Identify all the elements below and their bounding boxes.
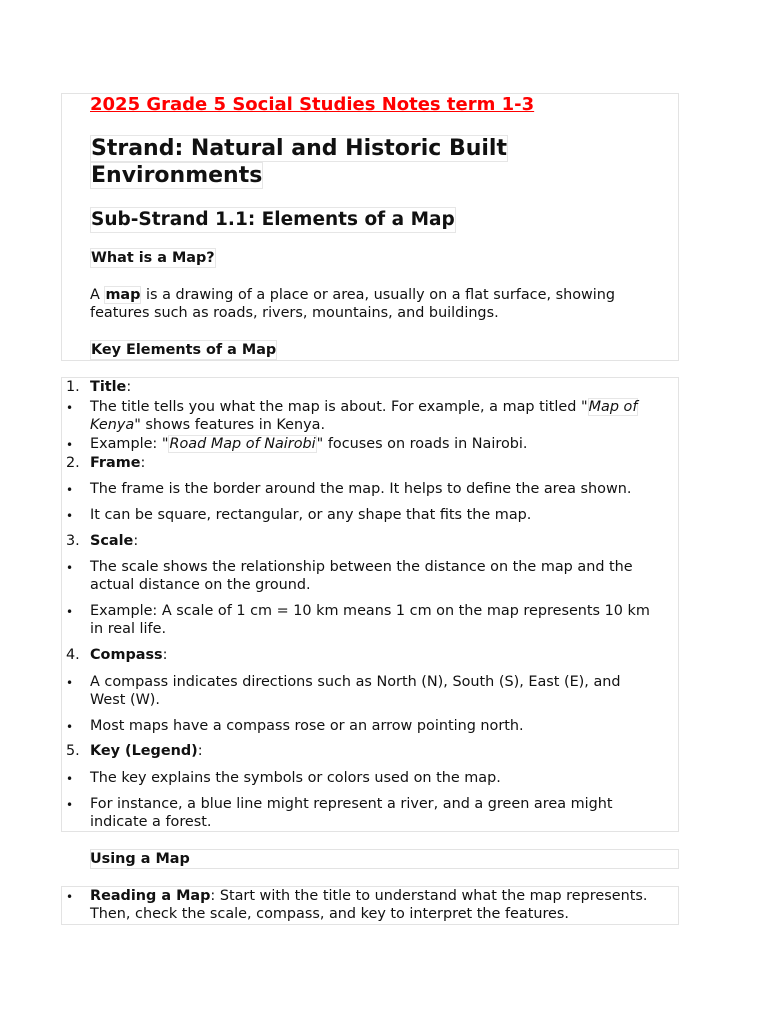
bullet-icon: •	[66, 890, 74, 904]
bullet-icon: •	[66, 676, 74, 690]
item-number: 2.	[66, 455, 80, 471]
item-number: 1.	[66, 379, 80, 395]
element-scale-heading: Scale:	[90, 533, 139, 549]
element-title-heading: Title:	[90, 379, 132, 395]
bullet-icon: •	[66, 772, 74, 786]
bullet-icon: •	[66, 798, 74, 812]
item-number: 4.	[66, 647, 80, 663]
item-number: 5.	[66, 743, 80, 759]
key-bullet-1: The key explains the symbols or colors used on the map.	[90, 770, 501, 786]
scale-bullet-1-line-2: actual distance on the ground.	[90, 577, 311, 593]
reading-map-line-2: Then, check the scale, compass, and key to interpret the features.	[90, 906, 569, 922]
key-bullet-2-line-2: indicate a forest.	[90, 814, 212, 830]
title-bullet-2: Example: "Road Map of Nairobi" focuses on roads in Nairobi.	[90, 436, 528, 452]
map-term: map	[105, 287, 141, 303]
bullet-icon: •	[66, 720, 74, 734]
element-key-heading: Key (Legend):	[90, 743, 203, 759]
using-map-heading: Using a Map	[90, 851, 190, 867]
strand-line-2: Environments	[91, 163, 263, 188]
compass-bullet-1-line-2: West (W).	[90, 692, 160, 708]
frame-bullet-1: The frame is the border around the map. It helps to define the area shown.	[90, 481, 632, 497]
intro-paragraph-line-1: A map is a drawing of a place or area, usually on a flat surface, showing	[90, 287, 616, 303]
reading-map-line-1: Reading a Map: Start with the title to understand what the map represents.	[90, 888, 648, 904]
compass-bullet-2: Most maps have a compass rose or an arrow pointing north.	[90, 718, 524, 734]
bullet-icon: •	[66, 605, 74, 619]
key-elements-heading: Key Elements of a Map	[91, 342, 277, 358]
title-bullet-1-line-1: The title tells you what the map is about. For example, a map titled "Map of	[90, 399, 638, 415]
strand-line-1: Strand: Natural and Historic Built	[91, 136, 507, 161]
frame-bullet-2: It can be square, rectangular, or any shape that fits the map.	[90, 507, 532, 523]
strand-heading	[90, 135, 526, 189]
bullet-icon: •	[66, 438, 74, 452]
bullet-icon: •	[66, 509, 74, 523]
scale-bullet-1-line-1: The scale shows the relationship between the distance on the map and the	[90, 559, 633, 575]
intro-paragraph-line-2: features such as roads, rivers, mountains, and buildings.	[90, 305, 499, 321]
bullet-icon: •	[66, 401, 74, 415]
key-bullet-2-line-1: For instance, a blue line might represent a river, and a green area might	[90, 796, 613, 812]
element-compass-heading: Compass:	[90, 647, 168, 663]
sub-strand-heading: Sub-Strand 1.1: Elements of a Map	[90, 207, 456, 233]
bullet-icon: •	[66, 483, 74, 497]
title-bullet-1-line-2: Kenya" shows features in Kenya.	[90, 417, 326, 433]
scale-bullet-2-line-1: Example: A scale of 1 cm = 10 km means 1 cm on the map represents 10 km	[90, 603, 650, 619]
item-number: 3.	[66, 533, 80, 549]
document-title: 2025 Grade 5 Social Studies Notes term 1-3	[90, 94, 535, 115]
scale-bullet-2-line-2: in real life.	[90, 621, 167, 637]
bullet-icon: •	[66, 561, 74, 575]
element-frame-heading: Frame:	[90, 455, 146, 471]
what-is-map-heading: What is a Map?	[91, 250, 215, 266]
compass-bullet-1-line-1: A compass indicates directions such as North (N), South (S), East (E), and	[90, 674, 621, 690]
